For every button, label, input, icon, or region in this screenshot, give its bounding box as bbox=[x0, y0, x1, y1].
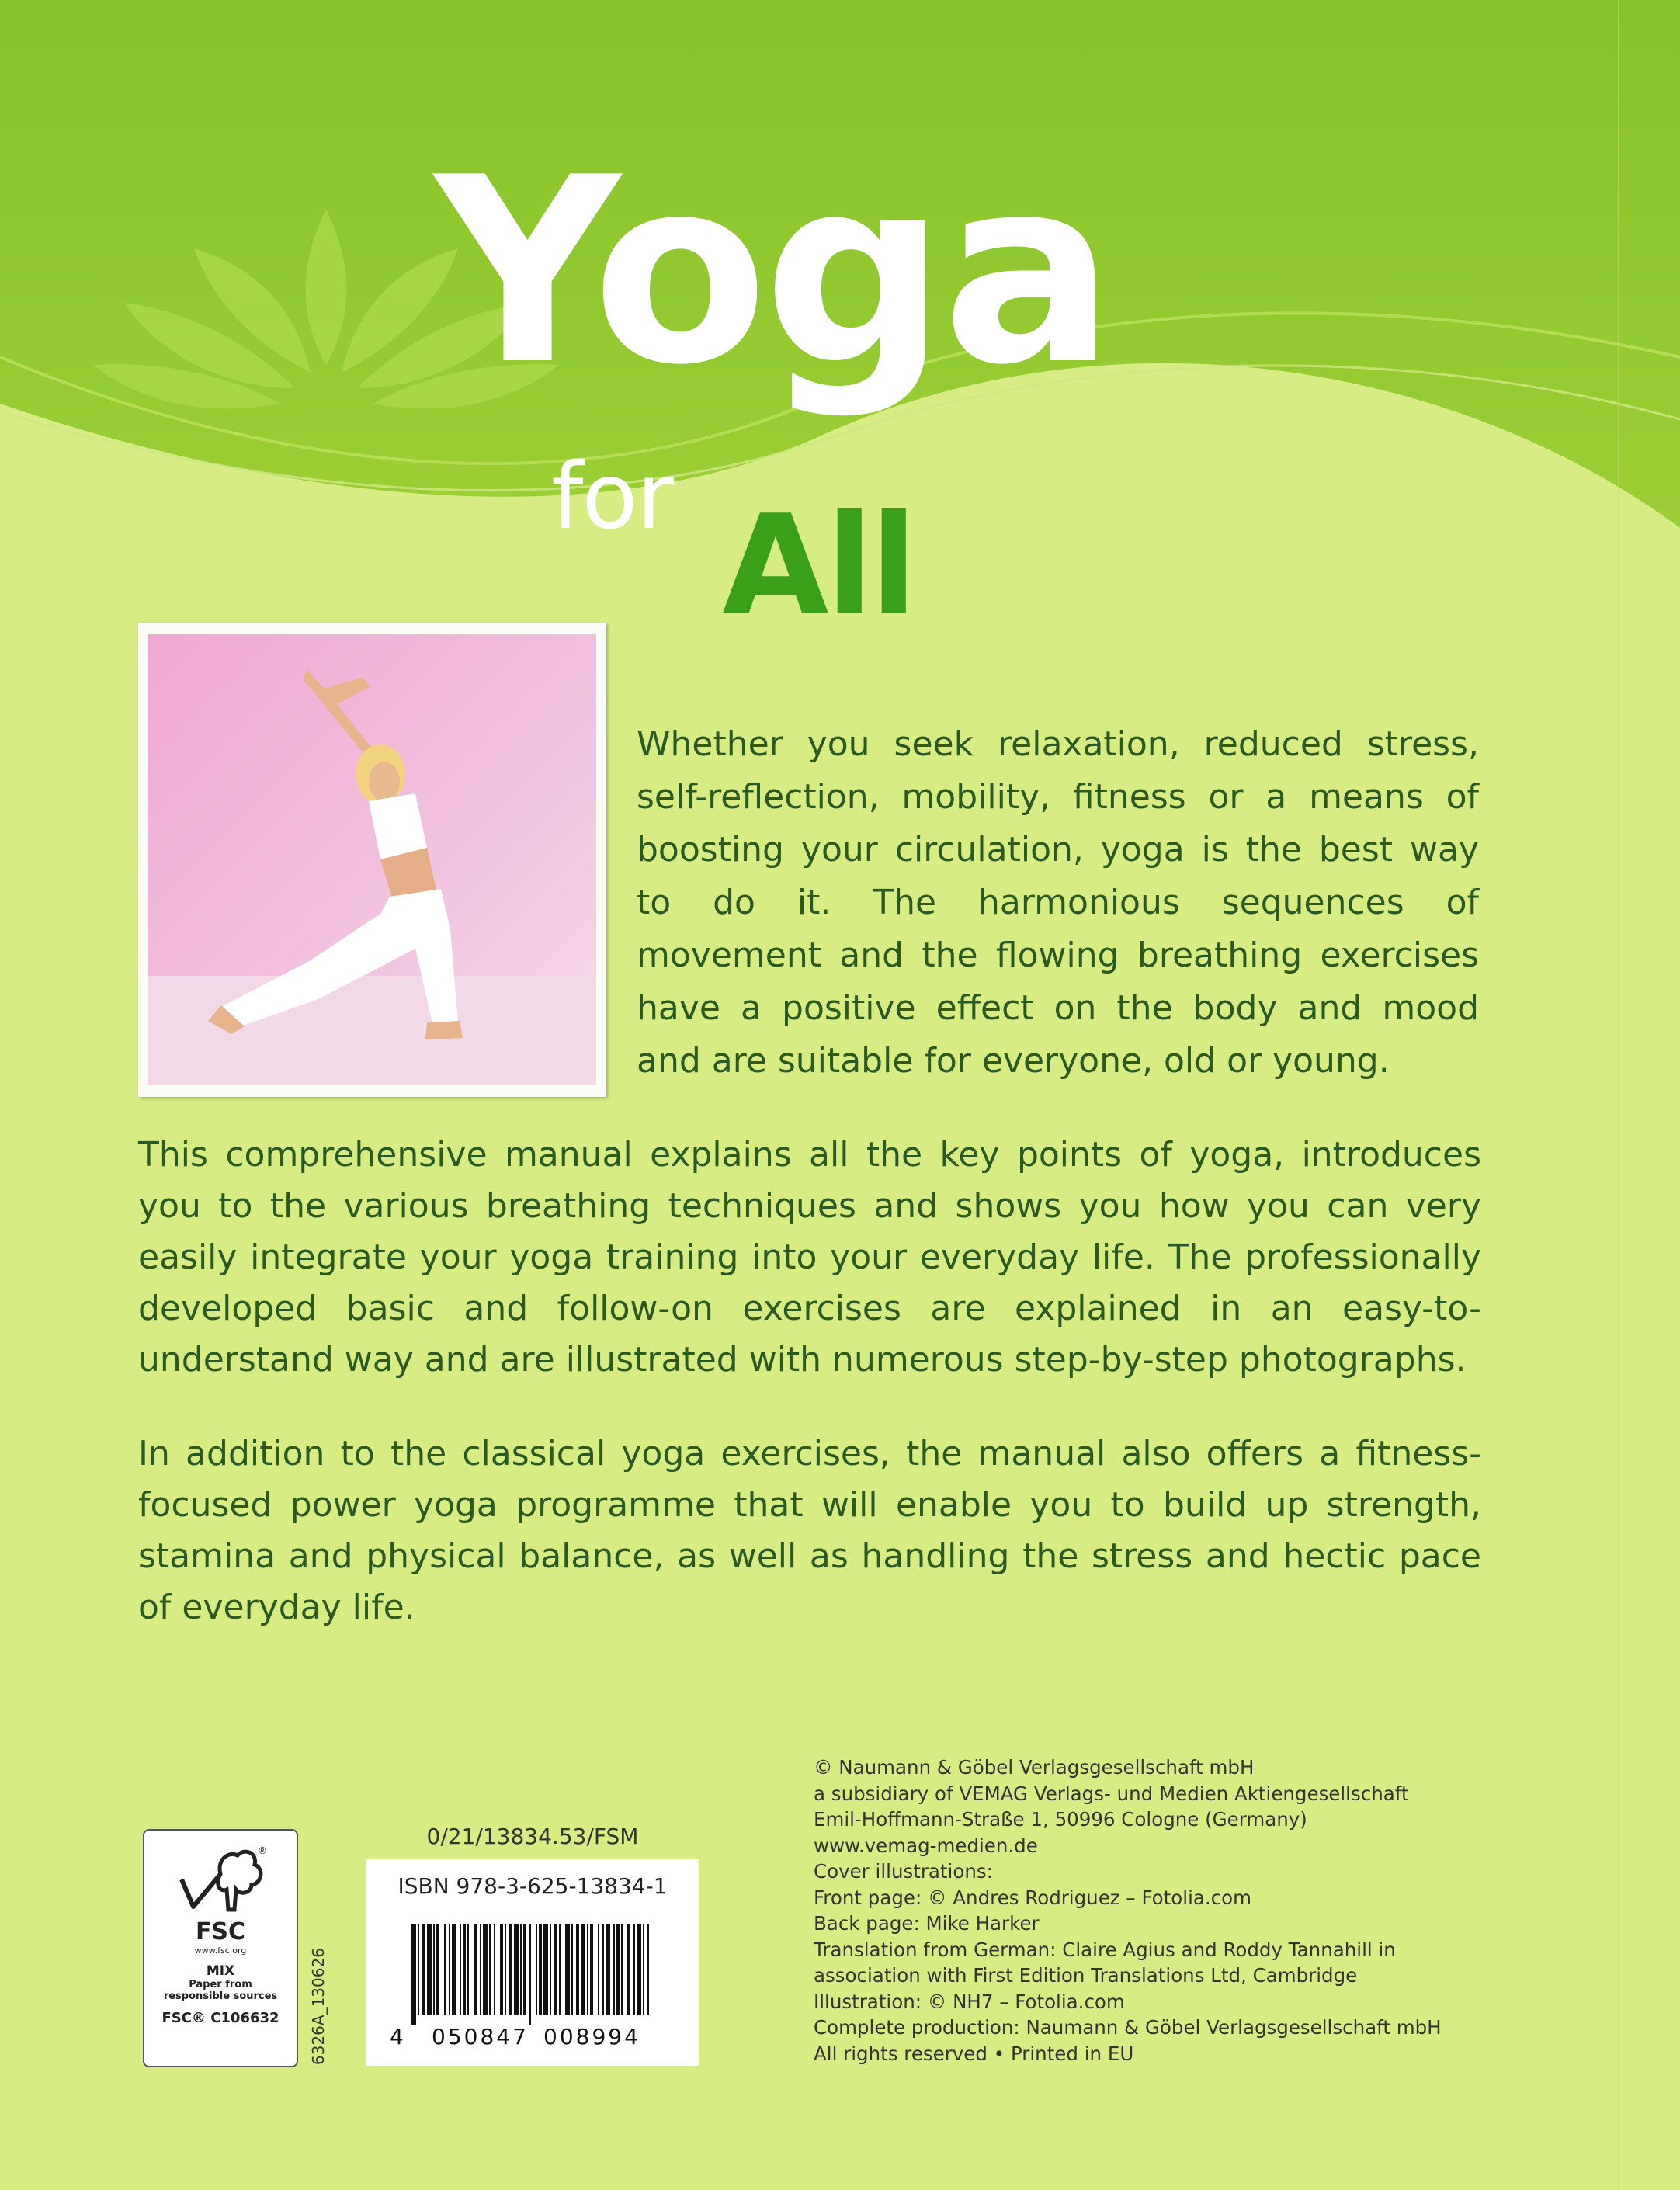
body-paragraph-2: In addition to the classical yoga exercises, the manual also offers a fitness-focused power yoga programme that will enable you to build up strength, stamina and physical balance, as well as handling the stress and hectic pace of everyday life. bbox=[138, 1434, 1481, 1627]
ean-group-2: 008994 bbox=[543, 2024, 640, 2049]
imprint-line: Cover illustrations: bbox=[814, 1860, 993, 1883]
fsc-tree-icon bbox=[174, 1845, 267, 1918]
imprint-line: Complete production: Naumann & Göbel Verlagsgesellschaft mbH bbox=[814, 2016, 1442, 2039]
imprint-line: association with First Edition Translations Ltd, Cambridge bbox=[814, 1964, 1358, 1987]
imprint-line: All rights reserved • Printed in EU bbox=[814, 2042, 1134, 2065]
title-all: All bbox=[722, 485, 915, 646]
order-code: 0/21/13834.53/FSM bbox=[426, 1824, 639, 1849]
imprint-line: www.vemag-medien.de bbox=[814, 1834, 1038, 1857]
fsc-mix-label: MIX bbox=[206, 1963, 235, 1979]
isbn-text: ISBN 978-3-625-13834-1 bbox=[397, 1873, 668, 1899]
imprint-line: Emil-Hoffmann-Straße 1, 50996 Cologne (Germany) bbox=[814, 1808, 1307, 1831]
fsc-paper-line-1: Paper from bbox=[189, 1979, 252, 1990]
fsc-label bbox=[143, 1829, 298, 2067]
imprint-line: Front page: © Andres Rodriguez – Fotolia.com bbox=[814, 1886, 1252, 1909]
yoga-pose-photo bbox=[148, 634, 596, 1085]
fsc-logo-text: FSC bbox=[195, 1918, 246, 1945]
ean-group-1: 050847 bbox=[432, 2024, 529, 2049]
fsc-paper-line-2: responsible sources bbox=[163, 1990, 278, 2002]
imprint-line: © Naumann & Göbel Verlagsgesellschaft mbH bbox=[814, 1756, 1255, 1779]
side-code: 6326A_130626 bbox=[309, 1948, 328, 2065]
title-for: for bbox=[551, 443, 673, 550]
fsc-url: www.fsc.org bbox=[194, 1945, 247, 1956]
ean-first-digit: 4 bbox=[390, 2024, 404, 2049]
title-yoga: Yoga bbox=[435, 123, 1111, 421]
imprint-line: Illustration: © NH7 – Fotolia.com bbox=[814, 1990, 1125, 2013]
intro-paragraph: Whether you seek relaxation, reduced stress, self-reflection, mobility, fitness or a means of boosting your circulation, yoga is the best way to do it. The harmonious sequences of movement and the flowing breathing exercises have a positive effect on the body and mood and are suitable for everyone, old or young. bbox=[637, 724, 1479, 1081]
fsc-code: FSC® C106632 bbox=[161, 2010, 279, 2026]
imprint-line: a subsidiary of VEMAG Verlags- und Medien Aktiengesellschaft bbox=[814, 1782, 1409, 1805]
svg-text:®: ® bbox=[258, 1845, 267, 1856]
body-paragraph-1: This comprehensive manual explains all the key points of yoga, introduces you to the various breathing techniques and shows you how you can very easily integrate your yoga training into your everyday life. The professionally developed basic and follow-on exercises are explained in an easy-to-understand way and are illustrated with numerous step-by-step photographs. bbox=[138, 1135, 1481, 1380]
imprint-line: Back page: Mike Harker bbox=[814, 1912, 1040, 1935]
imprint-line: Translation from German: Claire Agius and Roddy Tannahill in bbox=[814, 1938, 1396, 1961]
cover-photo-frame bbox=[138, 623, 606, 1097]
imprint-block bbox=[814, 1754, 1590, 2067]
barcode-box bbox=[366, 1859, 699, 2066]
barcode-icon bbox=[411, 1924, 654, 2025]
